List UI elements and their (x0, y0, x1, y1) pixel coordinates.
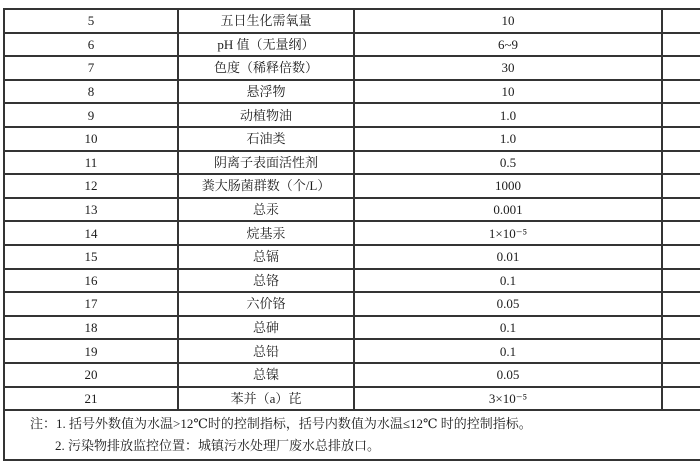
limit-value-cell: 30 (354, 56, 662, 80)
row-number-cell: 16 (4, 269, 178, 293)
table-notes (3, 411, 700, 461)
limit-value-cell: 0.1 (354, 316, 662, 340)
parameter-name-cell: 石油类 (178, 127, 354, 151)
limit-value-cell: 1000 (354, 174, 662, 198)
row-number-cell: 11 (4, 151, 178, 175)
pollutant-limits-table (3, 8, 700, 411)
parameter-name-cell: 色度（稀释倍数） (178, 56, 354, 80)
row-number-cell: 21 (4, 387, 178, 411)
parameter-name-cell: 六价铬 (178, 292, 354, 316)
cutoff-cell (662, 387, 700, 411)
row-number-cell: 20 (4, 363, 178, 387)
table-row (4, 80, 700, 104)
parameter-name-cell: 总砷 (178, 316, 354, 340)
table-row (4, 198, 700, 222)
row-number-cell: 18 (4, 316, 178, 340)
cutoff-cell (662, 221, 700, 245)
cutoff-cell (662, 33, 700, 57)
parameter-name-cell: 烷基汞 (178, 221, 354, 245)
note-line-2: 2. 污染物排放监控位置：城镇污水处理厂废水总排放口。 (55, 438, 381, 454)
parameter-name-cell: 粪大肠菌群数（个/L） (178, 174, 354, 198)
parameter-name-cell: 五日生化需氧量 (178, 9, 354, 33)
parameter-name-cell: 悬浮物 (178, 80, 354, 104)
cutoff-cell (662, 56, 700, 80)
cutoff-cell (662, 9, 700, 33)
row-number-cell: 10 (4, 127, 178, 151)
table-row (4, 127, 700, 151)
parameter-name-cell: 总汞 (178, 198, 354, 222)
cutoff-cell (662, 174, 700, 198)
parameter-name-cell: 总镉 (178, 245, 354, 269)
row-number-cell: 17 (4, 292, 178, 316)
parameter-name-cell: 苯并（a）芘 (178, 387, 354, 411)
limit-value-cell: 10 (354, 80, 662, 104)
cutoff-cell (662, 198, 700, 222)
parameter-name-cell: 阴离子表面活性剂 (178, 151, 354, 175)
table-row (4, 103, 700, 127)
pollutant-limits-table-wrap (3, 8, 700, 461)
table-row (4, 387, 700, 411)
limit-value-cell: 0.1 (354, 269, 662, 293)
cutoff-cell (662, 269, 700, 293)
parameter-name-cell: pH 值（无量纲） (178, 33, 354, 57)
limit-value-cell: 0.1 (354, 339, 662, 363)
cutoff-cell (662, 363, 700, 387)
row-number-cell: 5 (4, 9, 178, 33)
row-number-cell: 14 (4, 221, 178, 245)
table-row (4, 363, 700, 387)
parameter-name-cell: 总铬 (178, 269, 354, 293)
cutoff-cell (662, 316, 700, 340)
table-row (4, 269, 700, 293)
row-number-cell: 8 (4, 80, 178, 104)
parameter-name-cell: 总镍 (178, 363, 354, 387)
cutoff-cell (662, 339, 700, 363)
limit-value-cell: 1.0 (354, 103, 662, 127)
row-number-cell: 19 (4, 339, 178, 363)
row-number-cell: 7 (4, 56, 178, 80)
table-row (4, 33, 700, 57)
limit-value-cell: 0.001 (354, 198, 662, 222)
cutoff-cell (662, 103, 700, 127)
table-row (4, 339, 700, 363)
parameter-name-cell: 总铅 (178, 339, 354, 363)
limit-value-cell: 0.05 (354, 363, 662, 387)
table-row (4, 151, 700, 175)
limit-value-cell: 6~9 (354, 33, 662, 57)
row-number-cell: 9 (4, 103, 178, 127)
table-row (4, 9, 700, 33)
limit-value-cell: 1×10⁻⁵ (354, 221, 662, 245)
cutoff-cell (662, 80, 700, 104)
table-row (4, 292, 700, 316)
table-row (4, 174, 700, 198)
table-row (4, 56, 700, 80)
cutoff-cell (662, 245, 700, 269)
limit-value-cell: 1.0 (354, 127, 662, 151)
row-number-cell: 6 (4, 33, 178, 57)
limit-value-cell: 0.01 (354, 245, 662, 269)
row-number-cell: 15 (4, 245, 178, 269)
limit-value-cell: 3×10⁻⁵ (354, 387, 662, 411)
cutoff-cell (662, 151, 700, 175)
note-line-1: 注：1. 括号外数值为水温>12℃时的控制指标，括号内数值为水温≤12℃ 时的控制指标。 (30, 416, 532, 432)
limit-value-cell: 0.5 (354, 151, 662, 175)
row-number-cell: 13 (4, 198, 178, 222)
table-row (4, 221, 700, 245)
limit-value-cell: 0.05 (354, 292, 662, 316)
cutoff-cell (662, 292, 700, 316)
parameter-name-cell: 动植物油 (178, 103, 354, 127)
table-row (4, 245, 700, 269)
cutoff-cell (662, 127, 700, 151)
row-number-cell: 12 (4, 174, 178, 198)
table-row (4, 316, 700, 340)
limit-value-cell: 10 (354, 9, 662, 33)
